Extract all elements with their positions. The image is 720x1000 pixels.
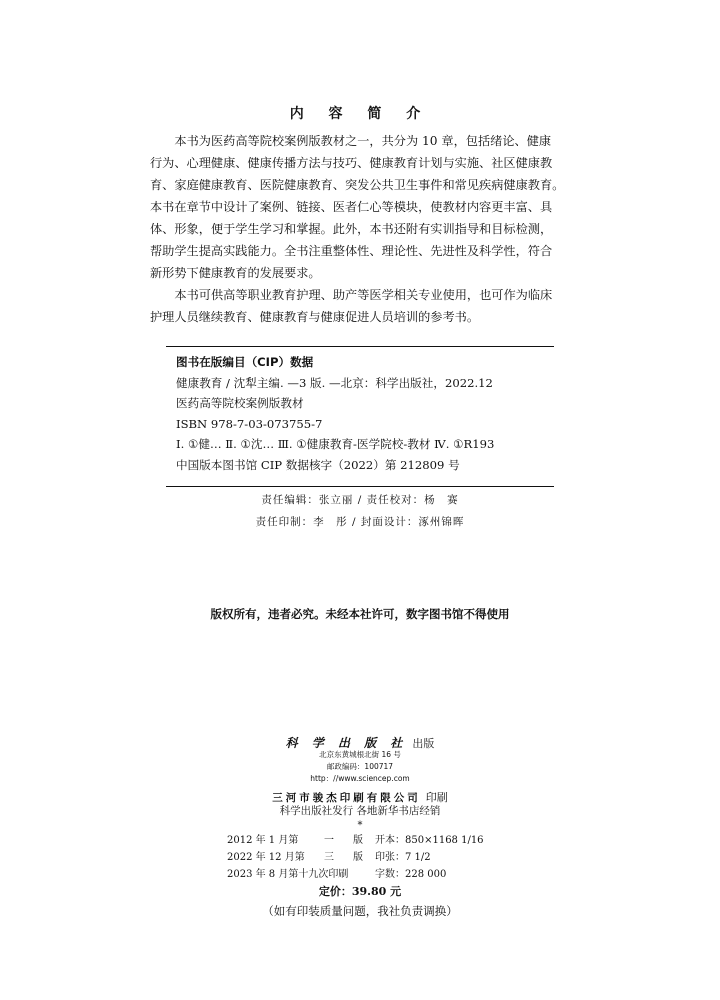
cip-heading: 图书在版编目（CIP）数据 (176, 355, 314, 369)
edition-spec: 开本：850×1168 1/16 (375, 835, 484, 846)
edition-type: 版 (353, 835, 363, 846)
quality-note: （如有印装质量问题，我社负责调换） (262, 904, 458, 918)
edition-spec: 印张：7 1/2 (375, 852, 431, 863)
credit-line-2: 责任印制：李 彤 / 封面设计：涿州锦晖 (255, 516, 465, 528)
edition-type: 版 (353, 852, 363, 863)
publisher-name: 科 学 出 版 社 (285, 736, 408, 750)
cip-isbn: ISBN 978-7-03-073755-7 (176, 416, 323, 431)
summary-paragraph-1 (150, 130, 572, 284)
edition-row (227, 832, 484, 849)
edition-table (227, 832, 484, 883)
cip-verify-number: 中国版本图书馆 CIP 数据核字（2022）第 212809 号 (176, 457, 460, 472)
edition-row (227, 866, 484, 883)
credit-line-1: 责任编辑：张立丽 / 责任校对：杨 赛 (261, 494, 459, 506)
summary-line: 本书为医药高等院校案例版教材之一，共分为 10 章，包括绪论、健康 (174, 134, 552, 148)
cip-classification: Ⅰ. ①健… Ⅱ. ①沈… Ⅲ. ①健康教育-医学院校-教材 Ⅳ. ①R193 (176, 437, 495, 451)
edition-number: 三 (324, 852, 334, 863)
price: 定价：39.80 元 (318, 885, 402, 898)
cip-title-line: 健康教育 / 沈犁主编. —3 版. —北京：科学出版社，2022.12 (176, 375, 493, 390)
publisher-website: http：//www.sciencep.com (310, 774, 410, 783)
printer-suffix: 印刷 (425, 791, 448, 804)
edition-row (227, 849, 484, 866)
separator-star: * (357, 820, 363, 831)
cip-bottom-rule (166, 486, 554, 487)
summary-line: 新形势下健康教育的发展要求。 (150, 266, 321, 280)
summary-line: 本书在章节中设计了案例、链接、医者仁心等模块，使教材内容更丰富、具 (150, 200, 553, 214)
edition-date: 2023 年 8 月第十九次印刷 (227, 869, 349, 880)
summary-line: 本书可供高等职业教育护理、助产等医学相关专业使用，也可作为临床 (174, 288, 553, 302)
publisher-postcode: 邮政编码：100717 (326, 762, 394, 771)
publisher-address: 北京东黄城根北街 16 号 (319, 750, 401, 759)
publisher-suffix: 出版 (412, 737, 435, 750)
summary-line: 护理人员继续教育、健康教育与健康促进人员培训的参考书。 (150, 310, 480, 324)
summary-line: 体、形象，便于学生学习和掌握。此外，本书还附有实训指导和目标检测， (150, 222, 553, 236)
summary-line: 行为、心理健康、健康传播方法与技巧、健康教育计划与实施、社区健康教 (150, 156, 553, 170)
summary-paragraph-2 (150, 284, 572, 328)
summary-line: 帮助学生提高实践能力。全书注重整体性、理论性、先进性及科学性，符合 (150, 244, 553, 258)
edition-date: 2012 年 1 月第 (227, 835, 299, 846)
summary-line: 育、家庭健康教育、医院健康教育、突发公共卫生事件和常见疾病健康教育。 (150, 178, 565, 192)
cip-top-rule (166, 346, 554, 347)
cip-block (176, 352, 556, 475)
edition-number: 一 (324, 835, 334, 846)
cip-series-line: 医药高等院校案例版教材 (176, 396, 304, 410)
summary-title: 内 容 简 介 (289, 106, 431, 122)
printer-name: 三河市骏杰印刷有限公司 (272, 792, 421, 804)
edition-spec: 字数：228 000 (375, 869, 447, 880)
edition-date: 2022 年 12 月第 (227, 852, 305, 863)
copyright-notice: 版权所有，违者必究。未经本社许可，数字图书馆不得使用 (210, 607, 510, 621)
distribution-line: 科学出版社发行 各地新华书店经销 (279, 805, 441, 817)
